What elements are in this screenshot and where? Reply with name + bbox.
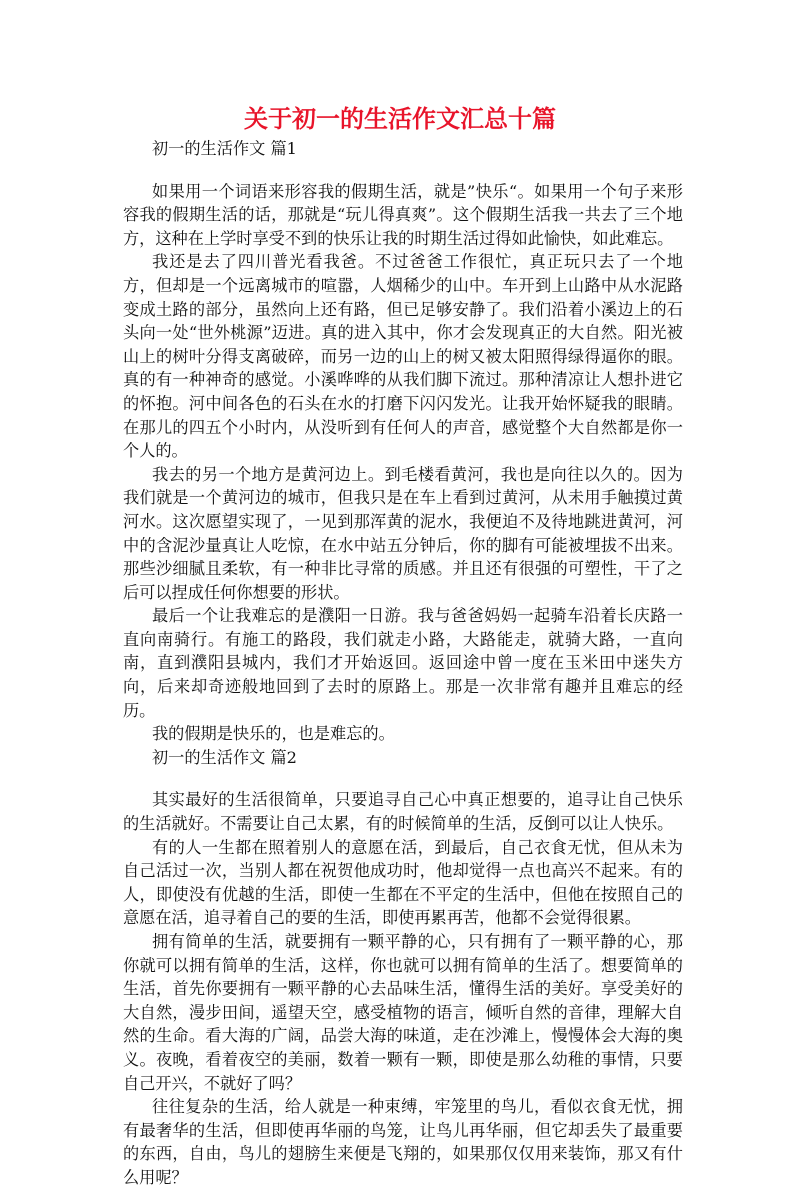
section-heading: 初一的生活作文 篇2 <box>152 747 297 767</box>
paragraph: 其实最好的生活很简单，只要追寻自己心中真正想要的，追寻让自己快乐的生活就好。不需要让自己太累，有的时候简单的生活，反倒可以让人快乐。 <box>123 790 683 834</box>
paragraph: 拥有简单的生活，就要拥有一颗平静的心，只有拥有了一颗平静的心，那你就可以拥有简单的生活，这样，你也就可以拥有简单的生活了。想要简单的生活，首先你要拥有一颗平静的心去品味生活，懂得生活的美好。享受美好的大自然，漫步田间，遥望天空，感受植物的语言，倾听自然的音律，理解大自然的生命。看大海的广阔，品尝大海的味道，走在沙滩上，慢慢体会大海的奥义。夜晚，看着夜空的美丽，数着一颗有一颗，即使是那么幼稚的事情，只要自己开兴，不就好了吗？ <box>123 932 683 1093</box>
paragraph: 最后一个让我难忘的是濮阳一日游。我与爸爸妈妈一起骑车沿着长庆路一直向南骑行。有施工的路段，我们就走小路，大路能走，就骑大路，一直向南，直到濮阳县城内，我们才开始返回。返回途中曾一度在玉米田中迷失方向，后来却奇迹般地回到了去时的原路上。那是一次非常有趣并且难忘的经历。 <box>123 606 683 720</box>
paragraph: 我的假期是快乐的，也是难忘的。 <box>152 724 395 744</box>
paragraph: 往往复杂的生活，给人就是一种束缚，牢笼里的鸟儿，看似衣食无忧，拥有最奢华的生活，但即使再华丽的鸟笼，让鸟儿再华丽，但它却丢失了最重要的东西，自由，鸟儿的翅膀生来便是飞翔的，如果那仅仅用来装饰，那又有什么用呢？ <box>123 1097 683 1187</box>
paragraph: 如果用一个词语来形容我的假期生活，就是”快乐“。如果用一个句子来形容我的假期生活的话，那就是“玩儿得真爽”。这个假期生活我一共去了三个地方，这种在上学时享受不到的快乐让我的时期生活过得如此愉快，如此难忘。 <box>123 181 683 248</box>
document-body <box>123 137 683 1190</box>
essay-section-1 <box>123 137 683 746</box>
paragraph: 我还是去了四川普光看我爸。不过爸爸工作很忙，真正玩只去了一个地方，但却是一个远离城市的喧嚣，人烟稀少的山中。车开到上山路中从水泥路变成土路的部分，虽然向上还有路，但已足够安静了。我们沿着小溪边上的石头向一处“世外桃源”迈进。真的进入其中，你才会发现真正的大自然。阳光被山上的树叶分得支离破碎，而另一边的山上的树又被太阳照得绿得逼你的眼。真的有一种神奇的感觉。小溪哗哗的从我们脚下流过。那种清凉让人想扑进它的怀抱。河中间各色的石头在水的打磨下闪闪发光。让我开始怀疑我的眼睛。在那儿的四五个小时内，从没听到有任何人的声音，感觉整个大自然都是你一个人的。 <box>123 252 683 461</box>
document-title: 关于初一的生活作文汇总十篇 <box>244 104 556 133</box>
essay-section-2 <box>123 746 683 1190</box>
paragraph: 我去的另一个地方是黄河边上。到毛楼看黄河，我也是向往以久的。因为我们就是一个黄河边的城市，但我只是在车上看到过黄河，从未用手触摸过黄河水。这次愿望实现了，一见到那浑黄的泥水，我便迫不及待地跳进黄河，河中的含泥沙量真让人吃惊，在水中站五分钟后，你的脚有可能被埋拔不出来。那些沙细腻且柔软，有一种非比寻常的质感。并且还有很强的可塑性，干了之后可以捏成任何你想要的形状。 <box>123 464 683 602</box>
section-heading: 初一的生活作文 篇1 <box>152 139 297 158</box>
paragraph: 有的人一生都在照着别人的意愿在活，到最后，自己衣食无忧，但从未为自己活过一次，当别人都在祝贺他成功时，他却觉得一点也高兴不起来。有的人，即使没有优越的生活，即使一生都在不平定的生活中，但他在按照自己的意愿在活，追寻着自己的要的生活，即使再累再苦，他都不会觉得很累。 <box>123 837 683 928</box>
